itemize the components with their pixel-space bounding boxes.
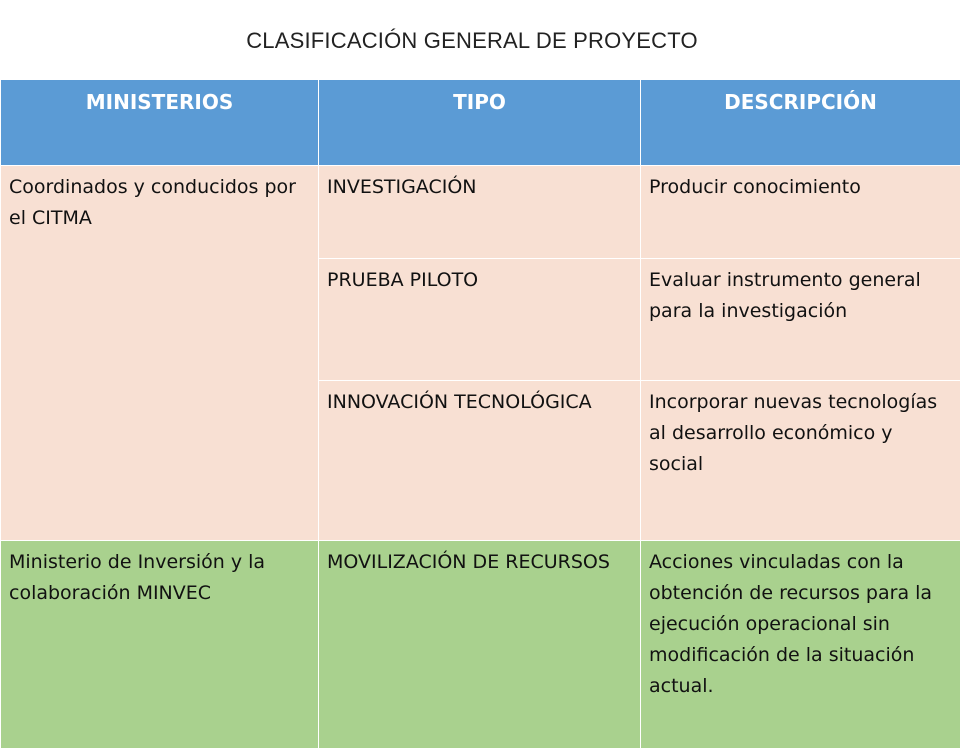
table-header-row — [1, 80, 960, 166]
descripcion-cell: Producir conocimiento — [641, 166, 960, 259]
tipo-cell: INVESTIGACIÓN — [319, 166, 641, 259]
page-title: CLASIFICACIÓN GENERAL DE PROYECTO — [0, 28, 944, 54]
classification-table — [0, 79, 960, 749]
table-row — [1, 541, 960, 749]
header-tipo: TIPO — [319, 80, 641, 166]
tipo-cell: PRUEBA PILOTO — [319, 259, 641, 381]
header-descripcion: DESCRIPCIÓN — [641, 80, 960, 166]
ministry-cell: Ministerio de Inversión y la colaboración MINVEC — [1, 541, 319, 749]
tipo-cell: INNOVACIÓN TECNOLÓGICA — [319, 381, 641, 541]
tipo-cell: MOVILIZACIÓN DE RECURSOS — [319, 541, 641, 749]
descripcion-cell: Acciones vinculadas con la obtención de recursos para la ejecución operacional sin modificación de la situación actual. — [641, 541, 960, 749]
ministry-cell: Coordinados y conducidos por el CITMA — [1, 166, 319, 541]
header-ministerios: MINISTERIOS — [1, 80, 319, 166]
table-row — [1, 166, 960, 259]
descripcion-cell: Evaluar instrumento general para la investigación — [641, 259, 960, 381]
descripcion-cell: Incorporar nuevas tecnologías al desarrollo económico y social — [641, 381, 960, 541]
